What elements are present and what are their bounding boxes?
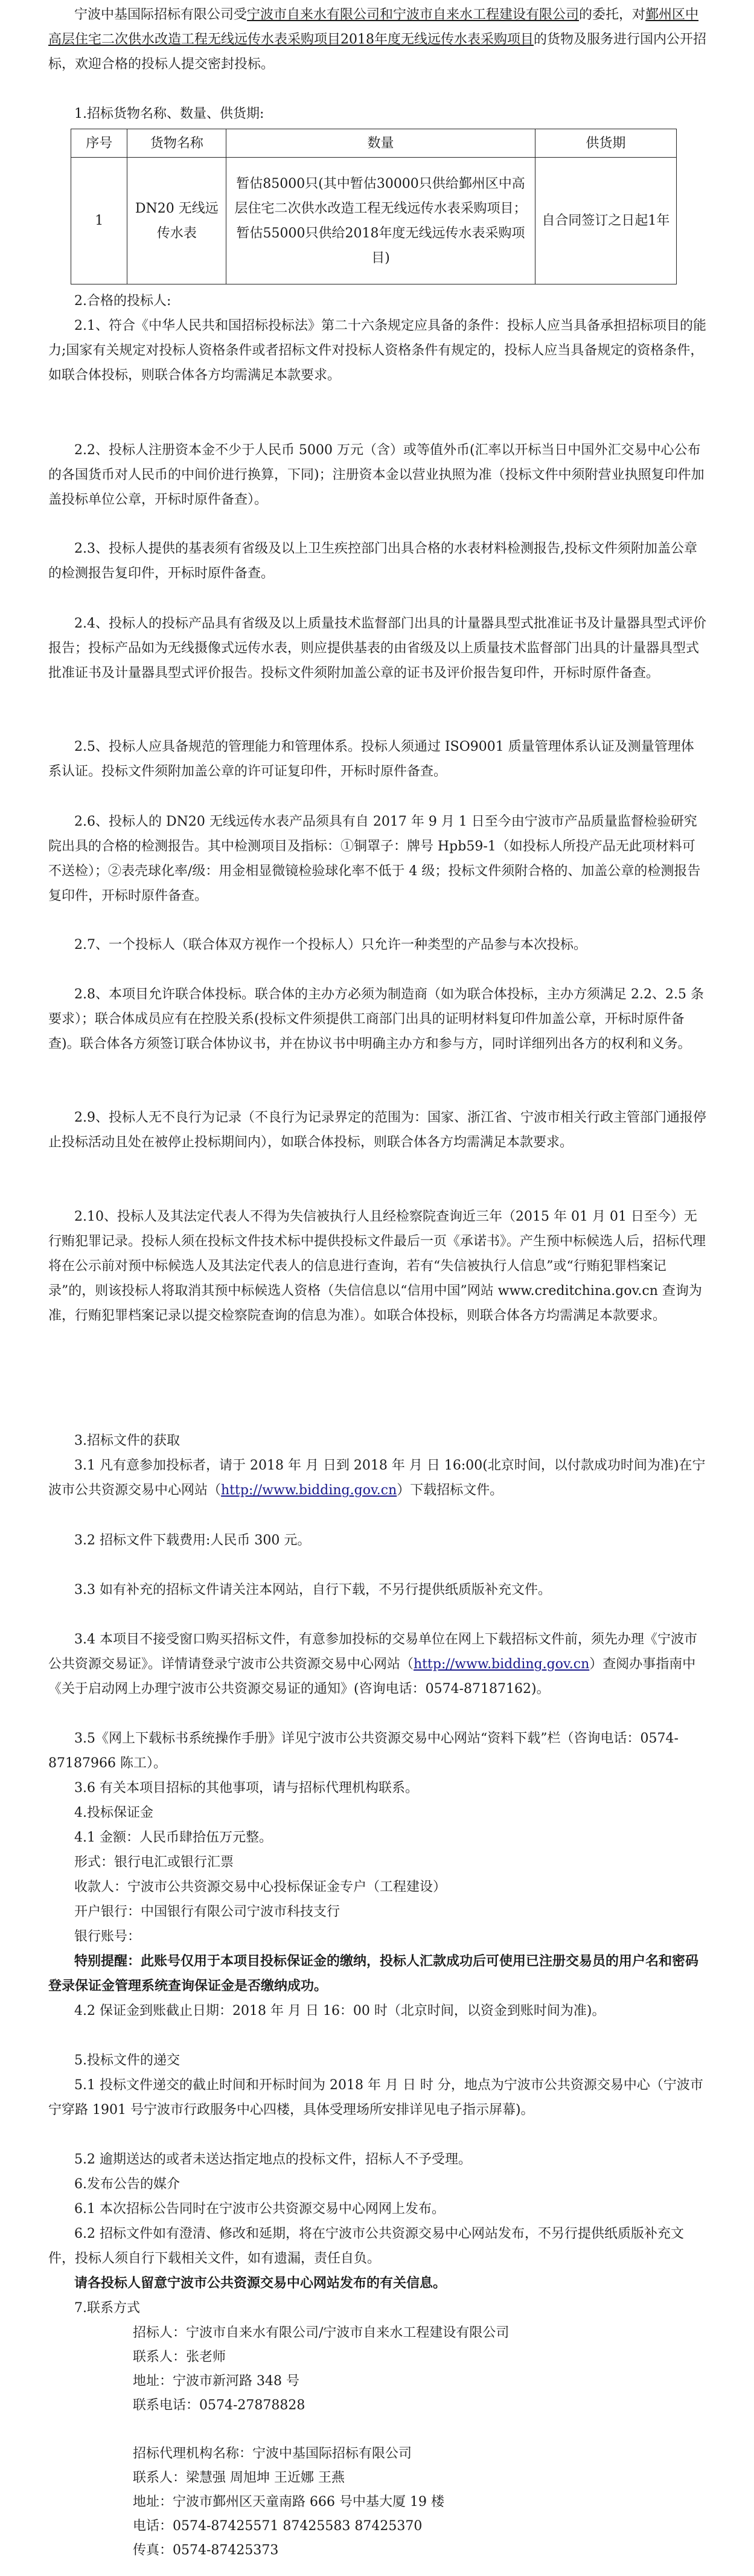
clause-3-4-text-end: ）查阅办事指南中《关于启动网上办理宁波市公共资源交易证的通知》(咨询电话：0574-87187162)。: [48, 1657, 696, 1697]
intro-text-3: 的货物及服务进行国内公开招标，欢迎合格的投标人提交密封投标。: [48, 32, 707, 72]
clause-3-1-text: 3.1 凡有意参加投标者，请于 2018 年 月 日到 2018 年 月 日 16:00(北京时间，以付款成功时间为准)在宁波市公共资源交易中心网站（: [48, 1458, 706, 1498]
clause-3-6: 3.6 有关本项目招标的其他事项，请与招标代理机构联系。: [74, 1781, 418, 1796]
deposit-account: 银行账号：: [74, 1929, 141, 1944]
deposit-form: 形式：银行电汇或银行汇票: [74, 1855, 234, 1870]
section-6-title: 6.发布公告的媒介: [74, 2177, 180, 2192]
section-2-title: 2.合格的投标人:: [74, 294, 171, 309]
clause-2-3: 2.3、投标人提供的基表须有省级及以上卫生疾控部门出具合格的水表材料检测报告,投标文件须附加盖公章的检测报告复印件，开标时原件备查。: [48, 541, 697, 581]
clause-2-5: 2.5、投标人应具备规范的管理能力和管理体系。投标人须通过 ISO9001 质量管理体系认证及测量管理体系认证。投标文件须附加盖公章的许可证复印件，开标时原件备查。: [48, 739, 694, 779]
table-cell-period: 自合同签订之日起1年: [535, 158, 676, 284]
clause-2-1: 2.1、符合《中华人民共和国招标投标法》第二十六条规定应具备的条件：投标人应当具备承担招标项目的能力;国家有关规定对投标人资格条件或者招标文件对投标人资格条件有规定的，投标人应当具备规定的资格条件，如联合体投标，则联合体各方均需满足本款要求。: [48, 318, 706, 383]
tenderer: 招标人：宁波市自来水有限公司/宁波市自来水工程建设有限公司: [133, 2325, 510, 2340]
contact-phone: 联系电话：0574-27878828: [133, 2398, 305, 2413]
agency-fax: 传真：0574-87425373: [133, 2543, 279, 2558]
table-row: [71, 158, 677, 284]
clause-2-10: 2.10、投标人及其法定代表人不得为失信被执行人且经检察院查询近三年（2015 年 01 月 01 日至今）无行贿犯罪记录。投标人须在投标文件技术标中提供投标文件最后一页《承诺书》。产生预中标候选人后，招标代理将在公示前对预中标候选人及其法定代表人的信息进行查询，若有“失信被执行人信息”或“行贿犯罪档案记录”的，则该投标人将取消其预中标候选人资格（失信信息以“信用中国”网站 www.creditchina.gov.cn 查询为准，行贿犯罪档案记录以提交检察院查询的信息为准）。如联合体投标，则联合体各方均需满足本款要求。: [48, 1209, 706, 1323]
clause-3-2: 3.2 招标文件下载费用:人民币 300 元。: [74, 1533, 311, 1548]
clause-3-4-text: 3.4 本项目不接受窗口购买招标文件，有意参加投标的交易单位在网上下载招标文件前，须先办理《宁波市公共资源交易证》。详情请登录宁波市公共资源交易中心网站（: [48, 1632, 697, 1672]
table-header: 数量: [226, 129, 535, 158]
clause-2-2: 2.2、投标人注册资本金不少于人民币 5000 万元（含）或等值外币(汇率以开标当日中国外汇交易中心公布的各国货币对人民币的中间价进行换算，下同)；注册资本金以营业执照为准（投标文件中须附营业执照复印件加盖投标单位公章，开标时原件备查）。: [48, 443, 704, 507]
bidding-site-link[interactable]: http://www.bidding.gov.cn: [221, 1483, 397, 1498]
intro-text-1: 宁波中基国际招标有限公司受: [74, 7, 248, 22]
section-1-title: 1.招标货物名称、数量、供货期:: [74, 106, 264, 121]
agency-address: 地址：宁波市鄞州区天童南路 666 号中基大厦 19 楼: [133, 2494, 444, 2510]
deposit-bank: 开户银行：中国银行有限公司宁波市科技支行: [74, 1904, 340, 1919]
bidding-site-link-2[interactable]: http://www.bidding.gov.cn: [414, 1657, 590, 1672]
clause-4-1: 4.1 金额：人民币肆拾伍万元整。: [74, 1830, 272, 1845]
deposit-payee: 收款人：宁波市公共资源交易中心投标保证金专户（工程建设）: [74, 1880, 447, 1895]
clause-2-8: 2.8、本项目允许联合体投标。联合体的主办方必须为制造商（如为联合体投标，主办方须满足 2.2、2.5 条要求）；联合体成员应有在控股关系(投标文件须提供工商部门出具的证明材料复印件加盖公章，开标时原件备查)。联合体各方须签订联合体协议书，并在协议书中明确主办方和参与方，同时详细列出各方的权利和义务。: [48, 987, 704, 1052]
clause-3-5: 3.5《网上下载标书系统操作手册》详见宁波市公共资源交易中心网站“资料下载”栏（咨询电话：0574-87187966 陈工）。: [48, 1731, 679, 1771]
goods-table: [71, 129, 677, 284]
clause-5-2: 5.2 逾期送达的或者未送达指定地点的投标文件，招标人不予受理。: [74, 2152, 471, 2167]
table-cell-qty: 暂估85000只(其中暂估30000只供给鄞州区中高层住宅二次供水改造工程无线远传水表采购项目；暂估55000只供给2018年度无线远传水表采购项目): [226, 158, 535, 284]
clause-5-1: 5.1 投标文件递交的截止时间和开标时间为 2018 年 月 日 时 分，地点为宁波市公共资源交易中心（宁波市宁穿路 1901 号宁波市行政服务中心四楼，具体受理场所安排详见电子指示屏幕)。: [48, 2078, 703, 2118]
section-3-title: 3.招标文件的获取: [74, 1433, 180, 1448]
contact-address: 地址：宁波市新河路 348 号: [133, 2374, 299, 2389]
clause-6-2: 6.2 招标文件如有澄清、修改和延期，将在宁波市公共资源交易中心网站发布，不另行提供纸质版补充文件，投标人须自行下载相关文件，如有遗漏，责任自负。: [48, 2226, 684, 2266]
clause-6-3: 请各投标人留意宁波市公共资源交易中心网站发布的有关信息。: [74, 2275, 447, 2291]
project-name: 鄞州区中高层住宅二次供水改造工程无线远传水表采购项目2018年度无线远传水表采购项目: [48, 7, 699, 47]
clause-3-1: [48, 1453, 706, 1503]
intro-text-2: 的委托，对: [579, 7, 646, 22]
clause-3-4: [48, 1627, 706, 1701]
table-cell-no: 1: [71, 158, 127, 284]
client-names: 宁波市自来水有限公司和宁波市自来水工程建设有限公司: [247, 7, 580, 22]
table-header: 货物名称: [127, 129, 226, 158]
clause-3-1-text-end: ）下载招标文件。: [397, 1483, 503, 1498]
clause-2-6: 2.6、投标人的 DN20 无线远传水表产品须具有自 2017 年 9 月 1 日至今由宁波市产品质量监督检验研究院出具的合格的检测报告。其中检测项目及指标：①铜罩子：牌号 Hpb59-1（如投标人所投产品无此项材料可不送检）；②表壳球化率/级：用金相显微镜检验球化率不低于 4 级；投标文件须附合格的、加盖公章的检测报告复印件，开标时原件备查。: [48, 814, 701, 904]
agency-name: 招标代理机构名称：宁波中基国际招标有限公司: [133, 2446, 412, 2461]
clause-6-1: 6.1 本次招标公告同时在宁波市公共资源交易中心网网上发布。: [74, 2202, 445, 2217]
clause-2-9: 2.9、投标人无不良行为记录（不良行为记录界定的范围为：国家、浙江省、宁波市相关行政主管部门通报停止投标活动且处在被停止投标期间内），如联合体投标，则联合体各方均需满足本款要求。: [48, 1110, 706, 1150]
contact-person: 联系人：张老师: [133, 2350, 226, 2365]
agency-contact: 联系人：梁慧强 周旭坤 王近娜 王燕: [133, 2470, 345, 2485]
deposit-note: 特别提醒：此账号仅用于本项目投标保证金的缴纳，投标人汇款成功后可使用已注册交易员的用户名和密码登录保证金管理系统查询保证金是否缴纳成功。: [48, 1953, 699, 1994]
intro-paragraph: [48, 2, 706, 77]
clause-2-4: 2.4、投标人的投标产品具有省级及以上质量技术监督部门出具的计量器具型式批准证书及计量器具型式评价报告；投标产品如为无线摄像式远传水表，则应提供基表的由省级及以上质量技术监督部门出具的计量器具型式批准证书及计量器具型式评价报告。投标文件须附加盖公章的证书及评价报告复印件，开标时原件备查。: [48, 616, 706, 681]
table-cell-name: DN20 无线远传水表: [127, 158, 226, 284]
clause-2-7: 2.7、一个投标人（联合体双方视作一个投标人）只允许一种类型的产品参与本次投标。: [74, 937, 587, 952]
table-header-row: [71, 129, 677, 158]
clause-4-2: 4.2 保证金到账截止日期：2018 年 月 日 16：00 时（北京时间，以资金到账时间为准)。: [74, 2003, 605, 2019]
agency-phone: 电话：0574-87425571 87425583 87425370: [133, 2519, 423, 2534]
table-header: 序号: [71, 129, 127, 158]
table-header: 供货期: [535, 129, 676, 158]
section-5-title: 5.投标文件的递交: [74, 2053, 180, 2068]
section-7-title: 7.联系方式: [74, 2301, 140, 2316]
section-4-title: 4.投标保证金: [74, 1805, 153, 1820]
clause-3-3: 3.3 如有补充的招标文件请关注本网站，自行下载，不另行提供纸质版补充文件。: [74, 1582, 551, 1598]
